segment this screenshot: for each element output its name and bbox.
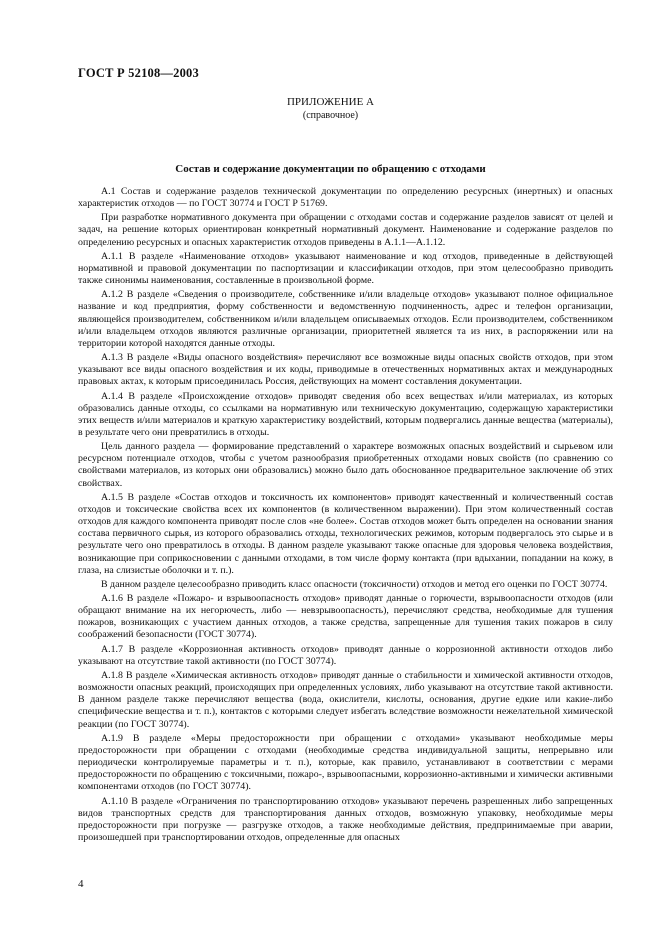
paragraph: А.1.6 В разделе «Пожаро- и взрывоопасность отходов» приводят данные о горючести, взрывоопасности отходов (или обращают внимание на их негорючесть, либо — невзрывоопасность), перечисляют средства, необходимые для тушения пожаров, возникающих с участием данных отходов, а также средства, запрещенные для тушения таких пожаров в силу соображений безопасности (ГОСТ 30774). [78,593,613,641]
paragraph: А.1.3 В разделе «Виды опасного воздействия» перечисляют все возможные виды опасных свойств отходов, при этом указывают все виды опасного воздействия и их коды, приводимые в отечественных нормативных актах и международных правовых актах, к которым присоединилась Россия, действующих на момент составления документации. [78,352,613,388]
paragraph: А.1.4 В разделе «Происхождение отходов» приводят сведения обо всех веществах и/или материалах, из которых образовались данные отходы, со ссылками на нормативную или техническую документацию, содержащую характеристики этих веществ и/или материалов и краткую характеристику воздействий, которым подвергались данные вещества (материалы), в результате чего они превратились в отходы. [78,390,613,438]
paragraph: В данном разделе целесообразно приводить класс опасности (токсичности) отходов и метод его оценки по ГОСТ 30774. [101,578,608,590]
paragraph: При разработке нормативного документа при обращении с отходами состав и содержание разделов зависят от целей и задач, на решение которых ориентирован конкретный нормативный документ. Наименование и содержание разделов по определению ресурсных и опасных характеристик отходов приведены в А.1.1—А.1.12. [78,212,613,248]
page-number: 4 [78,878,84,890]
paragraph: Цель данного раздела — формирование представлений о характере возможных опасных воздействий и сырьевом или ресурсном потенциале отходов, чтобы с учетом разнообразия приобретенных отходами новых свойств (по сравнению со свойствами материалов, из которых они образовались) можно было дать обоснованное предварительное заключение об этих свойствах. [78,441,613,489]
paragraph: А.1.10 В разделе «Ограничения по транспортированию отходов» указывают перечень разрешенных либо запрещенных видов транспортных средств для транспортирования данных отходов, возможную упаковку, необходимые меры предосторожности при погрузке — разгрузке отходов, а также необходимые действия, предпринимаемые при аварии, произошедшей при транспортировании отходов, определенные для опасных [78,795,613,843]
paragraph: А.1.7 В разделе «Коррозионная активность отходов» приводят данные о коррозионной активности отходов либо указывают на отсутствие такой активности (по ГОСТ 30774). [78,643,613,667]
document-header: ГОСТ Р 52108—2003 [78,66,199,80]
paragraph: А.1.8 В разделе «Химическая активность отходов» приводят данные о стабильности и химической активности отходов, возможности опасных реакций, происходящих при определенных условиях, либо указывают на отсутствие такой активности. В данном разделе также перечисляют вещества (вода, окислители, кислоты, основания, другие едкие или какие-либо специфические вещества и т. п.), контактов с которыми следует избегать вследствие возможности нежелательной химической реакции (по ГОСТ 30774). [78,669,613,730]
paragraph: А.1.2 В разделе «Сведения о производителе, собственнике и/или владельце отходов» указывают полное официальное название и код предприятия, форму собственности и ведомственную подчиненность, адрес и телефон организации, являющейся производителем, собственником и/или владельцем описываемых отходов. Если производителем, собственником и/или владельцем отходов являются различные организации, приоритетней является та из них, в распоряжении или на территории которой находятся данные отходы. [78,289,613,349]
paragraph: А.1.9 В разделе «Меры предосторожности при обращении с отходами» указывают необходимые меры предосторожности при обращении с отходами (необходимые средства индивидуальной защиты, непрерывно или периодически контролируемые параметры и т. п.), которые, как правило, устанавливают в соответствии с мерами предосторожности по обращению с токсичными, пожаро-, взрывоопасными, коррозионно-активными и химически активными компонентами отходов (по ГОСТ 30774). [78,732,613,793]
annex-title: ПРИЛОЖЕНИЕ А [286,96,374,108]
paragraph: А.1.1 В разделе «Наименование отходов» указывают наименование и код отходов, приведенные в действующей нормативной и правовой документации по паспортизации и классификации отходов, при этом целесообразно приводить также синонимы наименования, составленные в произвольной форме. [78,250,613,287]
annex-heading [0,96,661,122]
annex-subtitle: (справочное) [302,110,359,121]
body-text [78,186,613,844]
paragraph: А.1.5 В разделе «Состав отходов и токсичность их компонентов» приводят качественный и количественный состав отходов и токсические свойства всех их компонентов (в количественном выражении). При этом количественный состав отходов для каждого компонента приводят после слов «не более». Состав отходов может быть определен на основании знания состава первичного сырья, из которого образовались отходы, технологических режимов, которым подвергалось это сырье и в результате чего оно превратилось в отходы. В данном разделе указывают также опасные для здоровья человека воздействия, возникающие при соприкосновении с данными отходами, в том числе форму контакта (при вдыхании, попадании на кожу, в глаза, на слизистые оболочки и т. п.). [78,491,613,576]
paragraph: А.1 Состав и содержание разделов технической документации по определению ресурсных (инертных) и опасных характеристик отходов — по ГОСТ 30774 и ГОСТ Р 51769. [78,186,613,210]
section-title: Состав и содержание документации по обращению с отходами [175,163,486,175]
